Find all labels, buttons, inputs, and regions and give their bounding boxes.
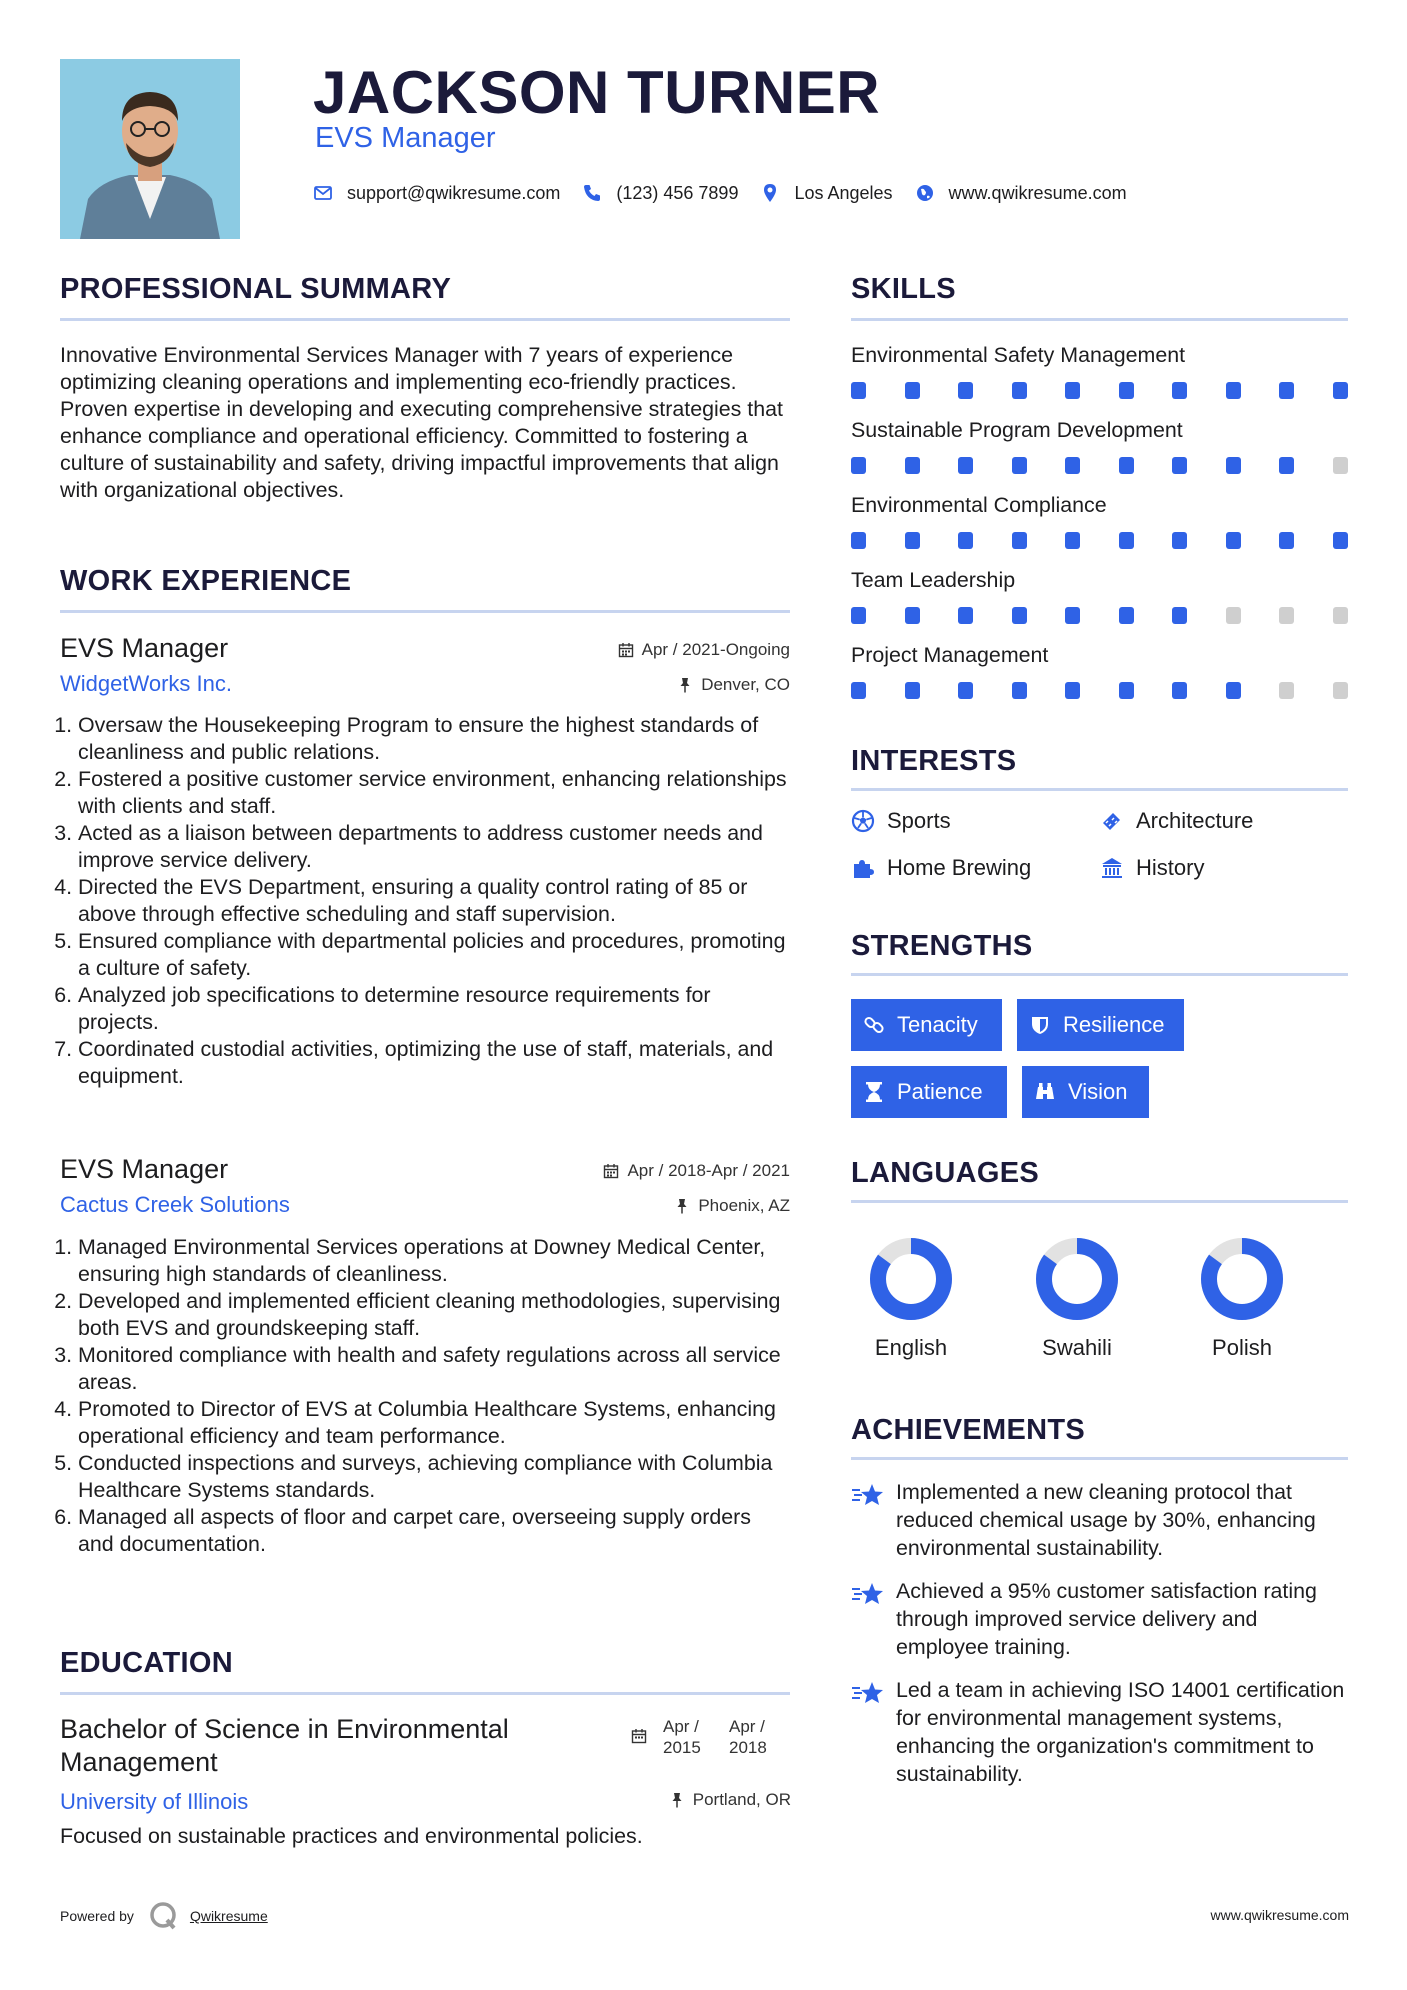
job-bullet: 7. Coordinated custodial activities, optimizing the use of staff, materials, and equipment. <box>78 1036 790 1090</box>
education-degree: Bachelor of Science in Environmental Management <box>60 1714 509 1777</box>
job-bullets <box>60 712 790 1090</box>
location-text: Los Angeles <box>794 182 893 203</box>
language-item <box>1027 1237 1127 1361</box>
job-bullet: 5. Conducted inspections and surveys, achieving compliance with Columbia Healthcare Systems standards. <box>78 1450 790 1504</box>
job-bullet: 5. Ensured compliance with departmental policies and procedures, promoting a culture of safety. <box>78 928 790 982</box>
job-title: EVS Manager <box>60 1154 229 1184</box>
contact-location <box>760 183 892 204</box>
skill-dot-filled <box>1065 682 1080 699</box>
job-company: WidgetWorks Inc. <box>60 671 232 696</box>
language-item <box>861 1237 961 1361</box>
skill-rating <box>851 682 1348 700</box>
skill-dot-filled <box>1119 532 1134 549</box>
contact-website[interactable] <box>915 183 1127 204</box>
skill-dot-filled <box>905 457 920 474</box>
skill-dot-filled <box>905 532 920 549</box>
education-description: Focused on sustainable practices and environmental policies. <box>60 1824 643 1848</box>
shield-icon <box>1029 1014 1051 1036</box>
section-title-languages: LANGUAGES <box>851 1157 1039 1189</box>
job-bullet: 3. Acted as a liaison between departments to address customer needs and improve service delivery. <box>78 820 790 874</box>
section-title-strengths: STRENGTHS <box>851 930 1033 962</box>
skill-rating <box>851 457 1348 475</box>
section-divider <box>60 318 790 321</box>
phone-icon <box>582 183 602 203</box>
job-bullet: 6. Analyzed job specifications to determine resource requirements for projects. <box>78 982 790 1036</box>
contact-email[interactable] <box>313 183 560 204</box>
skill-dot-filled <box>851 382 866 399</box>
section-title-education: EDUCATION <box>60 1647 233 1679</box>
education-location <box>669 1790 791 1810</box>
phone-text: (123) 456 7899 <box>616 182 739 203</box>
globe-icon <box>915 183 935 203</box>
section-divider <box>851 788 1348 791</box>
shooting-star-icon <box>851 1482 885 1508</box>
soccer-ball-icon <box>851 809 875 833</box>
interest-item <box>1100 855 1204 881</box>
strength-label: Patience <box>897 1079 983 1104</box>
job-title: EVS Manager <box>60 633 229 663</box>
skill-dot-filled <box>1065 457 1080 474</box>
skill-dot-filled <box>1012 607 1027 624</box>
skill-dot-empty <box>1279 682 1294 699</box>
calendar-icon <box>631 1728 647 1744</box>
skill-name: Project Management <box>851 643 1049 667</box>
strength-label: Tenacity <box>897 1012 978 1037</box>
skill-dot-filled <box>1226 532 1241 549</box>
skill-rating <box>851 382 1348 400</box>
footer-powered-by <box>60 1900 268 1932</box>
envelope-icon <box>313 183 333 203</box>
job-company: Cactus Creek Solutions <box>60 1192 290 1217</box>
skill-dot-filled <box>1279 457 1294 474</box>
skill-dot-filled <box>1012 682 1027 699</box>
section-divider <box>851 1200 1348 1203</box>
interest-label: Sports <box>887 808 951 833</box>
powered-by-text: Powered by <box>60 1908 134 1924</box>
skill-dot-filled <box>1065 532 1080 549</box>
puzzle-icon <box>851 856 875 880</box>
achievement-text: Implemented a new cleaning protocol that reduced chemical usage by 30%, enhancing environmental sustainability. <box>896 1480 1316 1560</box>
section-title-achievements: ACHIEVEMENTS <box>851 1414 1086 1446</box>
job-date <box>603 1161 790 1181</box>
skill-dot-filled <box>1279 382 1294 399</box>
language-item <box>1192 1237 1292 1361</box>
job-bullet: 4. Directed the EVS Department, ensuring a quality control rating of 85 or above through effective scheduling and staff supervision. <box>78 874 790 928</box>
skill-dot-empty <box>1279 607 1294 624</box>
job-bullet: 3. Monitored compliance with health and safety regulations across all service areas. <box>78 1342 790 1396</box>
skill-dot-filled <box>1172 457 1187 474</box>
skill-name: Sustainable Program Development <box>851 418 1183 442</box>
job-bullet: 2. Fostered a positive customer service environment, enhancing relationships with clients and staff. <box>78 766 790 820</box>
skill-dot-filled <box>958 457 973 474</box>
skill-dot-filled <box>1065 607 1080 624</box>
calendar-icon <box>618 642 634 658</box>
calendar-icon <box>603 1163 619 1179</box>
link-icon <box>863 1014 885 1036</box>
skill-dot-filled <box>1333 532 1348 549</box>
job-bullet: 1. Managed Environmental Services operations at Downey Medical Center, ensuring high standards of cleanliness. <box>78 1234 790 1288</box>
skill-dot-filled <box>1172 607 1187 624</box>
achievement-text: Achieved a 95% customer satisfaction rating through improved service delivery and employee training. <box>896 1579 1317 1659</box>
job-bullet: 2. Developed and implemented efficient cleaning methodologies, supervising both EVS and groundskeeping staff. <box>78 1288 790 1342</box>
strength-tag <box>851 1066 1007 1118</box>
footer-website[interactable]: www.qwikresume.com <box>1210 1907 1349 1923</box>
education-school: University of Illinois <box>60 1789 249 1814</box>
candidate-name: JACKSON TURNER <box>313 59 881 126</box>
skill-dot-filled <box>1119 457 1134 474</box>
job-date-text: Apr / 2018-Apr / 2021 <box>627 1161 790 1180</box>
job-date <box>618 640 790 660</box>
job-location-text: Denver, CO <box>701 675 790 694</box>
skill-dot-filled <box>1172 682 1187 699</box>
skill-dot-filled <box>958 607 973 624</box>
skill-dot-filled <box>1012 382 1027 399</box>
skill-dot-filled <box>905 607 920 624</box>
language-label: English <box>874 1335 948 1360</box>
job-bullets <box>60 1234 790 1558</box>
candidate-role: EVS Manager <box>315 122 496 154</box>
skill-dot-filled <box>1172 532 1187 549</box>
skill-dot-filled <box>958 382 973 399</box>
skill-dot-filled <box>1172 382 1187 399</box>
job-location <box>674 1196 790 1216</box>
job-date-text: Apr / 2021-Ongoing <box>641 640 790 659</box>
skill-name: Environmental Safety Management <box>851 343 1186 367</box>
skill-dot-filled <box>1226 457 1241 474</box>
language-donut <box>869 1237 953 1321</box>
hourglass-icon <box>863 1081 885 1103</box>
section-divider <box>60 1692 790 1695</box>
skill-dot-filled <box>1012 532 1027 549</box>
pushpin-icon <box>669 1792 685 1808</box>
contact-phone[interactable] <box>582 183 738 204</box>
language-label: Polish <box>1212 1335 1272 1360</box>
education-start-date: Apr / 2015 <box>663 1717 701 1757</box>
skill-rating <box>851 607 1348 625</box>
skill-dot-filled <box>1226 382 1241 399</box>
education-end-date: Apr / 2018 <box>729 1717 767 1757</box>
section-title-interests: INTERESTS <box>851 745 1017 777</box>
contact-bar <box>313 180 1149 206</box>
pushpin-icon <box>677 677 693 693</box>
skill-dot-filled <box>1119 607 1134 624</box>
qwikresume-logo-icon <box>148 1900 180 1932</box>
job-bullet: 1. Oversaw the Housekeeping Program to ensure the highest standards of cleanliness and public relations. <box>78 712 790 766</box>
skill-dot-filled <box>851 607 866 624</box>
skill-dot-filled <box>905 382 920 399</box>
skill-dot-empty <box>1333 607 1348 624</box>
skill-dot-filled <box>1119 682 1134 699</box>
profile-photo <box>60 59 240 239</box>
summary-text: Innovative Environmental Services Manager with 7 years of experience optimizing cleaning operations and implementing eco-friendly practices. Proven expertise in developing and executing comprehensive strategies that enhance compliance and operational efficiency. Committed to fostering a culture of sustainability and safety, driving impactful improvements that align with organizational objectives. <box>60 343 783 502</box>
interest-label: Home Brewing <box>887 855 1032 880</box>
pushpin-icon <box>674 1198 690 1214</box>
skill-rating <box>851 532 1348 550</box>
interest-item <box>1100 808 1253 834</box>
skill-dot-filled <box>958 532 973 549</box>
ruler-pencil-icon <box>1100 809 1124 833</box>
section-divider <box>851 973 1348 976</box>
job-location <box>677 675 790 695</box>
skill-dot-filled <box>1012 457 1027 474</box>
shooting-star-icon <box>851 1581 885 1607</box>
binoculars-icon <box>1034 1081 1056 1103</box>
job-bullet: 6. Managed all aspects of floor and carpet care, overseeing supply orders and documentation. <box>78 1504 790 1558</box>
interest-item <box>851 855 1031 881</box>
section-divider <box>60 610 790 613</box>
qwikresume-link[interactable]: Qwikresume <box>189 1908 268 1924</box>
section-title-summary: PROFESSIONAL SUMMARY <box>60 273 452 305</box>
shooting-star-icon <box>851 1680 885 1706</box>
language-donut <box>1035 1237 1119 1321</box>
email-text: support@qwikresume.com <box>347 182 561 203</box>
skill-dot-filled <box>1226 682 1241 699</box>
language-donut <box>1200 1237 1284 1321</box>
section-divider <box>851 1457 1348 1460</box>
skill-dot-filled <box>905 682 920 699</box>
interest-label: History <box>1136 855 1205 880</box>
skill-dot-filled <box>1119 382 1134 399</box>
strength-label: Resilience <box>1063 1012 1165 1037</box>
education-dates <box>631 1716 787 1758</box>
strength-tag <box>851 999 1002 1051</box>
section-divider <box>851 318 1348 321</box>
skill-dot-filled <box>851 457 866 474</box>
museum-icon <box>1100 856 1124 880</box>
skill-dot-empty <box>1333 682 1348 699</box>
skill-dot-empty <box>1226 607 1241 624</box>
interest-item <box>851 808 951 834</box>
education-location-text: Portland, OR <box>692 1790 791 1809</box>
skill-name: Team Leadership <box>851 568 1016 592</box>
achievement-text: Led a team in achieving ISO 14001 certification for environmental management systems, enhancing the organization's commitment to sustainability. <box>896 1678 1345 1786</box>
skill-name: Environmental Compliance <box>851 493 1107 517</box>
skill-dot-filled <box>1279 532 1294 549</box>
job-bullet: 4. Promoted to Director of EVS at Columbia Healthcare Systems, enhancing operational efficiency and team performance. <box>78 1396 790 1450</box>
section-title-skills: SKILLS <box>851 273 956 305</box>
skill-dot-empty <box>1333 457 1348 474</box>
map-pin-icon <box>760 183 780 203</box>
skill-dot-filled <box>1333 382 1348 399</box>
website-text: www.qwikresume.com <box>948 182 1127 203</box>
strength-tag <box>1022 1066 1149 1118</box>
strength-label: Vision <box>1068 1079 1128 1104</box>
skill-dot-filled <box>1065 382 1080 399</box>
strength-tag <box>1017 999 1184 1051</box>
language-label: Swahili <box>1042 1335 1112 1360</box>
skill-dot-filled <box>851 682 866 699</box>
skill-dot-filled <box>851 532 866 549</box>
skill-dot-filled <box>958 682 973 699</box>
section-title-experience: WORK EXPERIENCE <box>60 565 352 597</box>
interest-label: Architecture <box>1136 808 1254 833</box>
job-location-text: Phoenix, AZ <box>698 1196 790 1215</box>
